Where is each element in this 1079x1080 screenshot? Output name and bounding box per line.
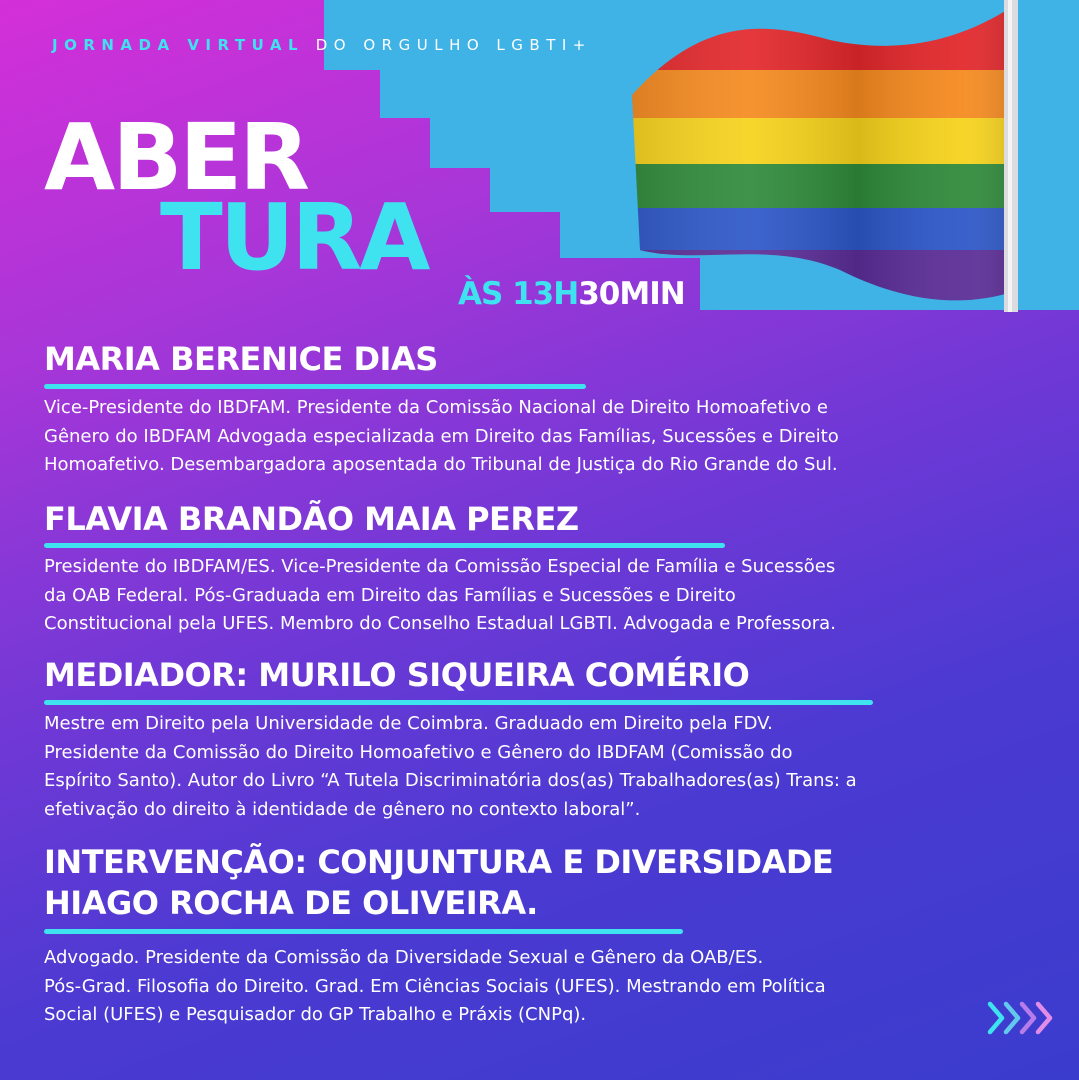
mediator-bio <box>44 710 857 824</box>
chevron-right-icon[interactable] <box>986 1000 1058 1036</box>
title-line-1: ABER <box>44 104 308 211</box>
mediator-bio-line: Presidente da Comissão do Direito Homoafetivo e Gênero do IBDFAM (Comissão do <box>44 741 793 763</box>
event-name-rest: DO ORGULHO LGBTI+ <box>315 36 592 54</box>
speaker-1-name: MARIA BERENICE DIAS <box>44 340 438 378</box>
session-time <box>458 276 685 312</box>
speaker-1-underline <box>44 384 586 389</box>
event-name-highlight: JORNADA VIRTUAL <box>52 36 305 54</box>
speaker-2-bio <box>44 553 836 639</box>
intervention-bio-line: Advogado. Presidente da Comissão da Diversidade Sexual e Gênero da OAB/ES. <box>44 947 764 968</box>
speaker-2-name: FLAVIA BRANDÃO MAIA PEREZ <box>44 500 579 538</box>
intervention-bio-line: Pós-Grad. Filosofia do Direito. Grad. Em Ciências Sociais (UFES). Mestrando em Política <box>44 975 826 997</box>
session-time-hours: ÀS 13H <box>458 276 579 312</box>
mediator-bio-line: efetivação do direito à identidade de gênero no contexto laboral”. <box>44 798 641 820</box>
title-line-2: TURA <box>160 184 428 291</box>
intervention-bio-line: Social (UFES) e Pesquisador do GP Trabalho e Práxis (CNPq). <box>44 1004 587 1025</box>
speaker-2-underline <box>44 543 725 548</box>
mediator-name: MEDIADOR: MURILO SIQUEIRA COMÉRIO <box>44 656 750 694</box>
intervention-heading: INTERVENÇÃO: CONJUNTURA E DIVERSIDADE <box>44 843 834 881</box>
intervention-bio <box>44 944 826 1030</box>
intervention-speaker-name: HIAGO ROCHA DE OLIVEIRA. <box>44 884 538 922</box>
speaker-1-bio <box>44 394 839 480</box>
speaker-1-bio-line: Vice-Presidente do IBDFAM. Presidente da Comissão Nacional de Direito Homoafetivo e <box>44 397 828 418</box>
speaker-2-bio-line: Constitucional pela UFES. Membro do Conselho Estadual LGBTI. Advogada e Professora. <box>44 613 836 634</box>
intervention-underline <box>44 929 683 934</box>
mediator-bio-line: Mestre em Direito pela Universidade de Coimbra. Graduado em Direito pela FDV. <box>44 713 773 734</box>
mediator-bio-line: Espírito Santo). Autor do Livro “A Tutela Discriminatória dos(as) Trabalhadores(as) Trans: a <box>44 770 857 791</box>
speaker-2-bio-line: da OAB Federal. Pós-Graduada em Direito das Famílias e Sucessões e Direito <box>44 584 736 606</box>
speaker-2-bio-line: Presidente do IBDFAM/ES. Vice-Presidente da Comissão Especial de Família e Sucessões <box>44 556 836 577</box>
speaker-1-bio-line: Homoafetivo. Desembargadora aposentada do Tribunal de Justiça do Rio Grande do Sul. <box>44 454 838 475</box>
session-time-minutes: 30MIN <box>578 276 685 312</box>
speaker-1-bio-line: Gênero do IBDFAM Advogada especializada em Direito das Famílias, Sucessões e Direito <box>44 425 839 447</box>
mediator-underline <box>44 700 873 705</box>
event-name <box>52 36 592 54</box>
